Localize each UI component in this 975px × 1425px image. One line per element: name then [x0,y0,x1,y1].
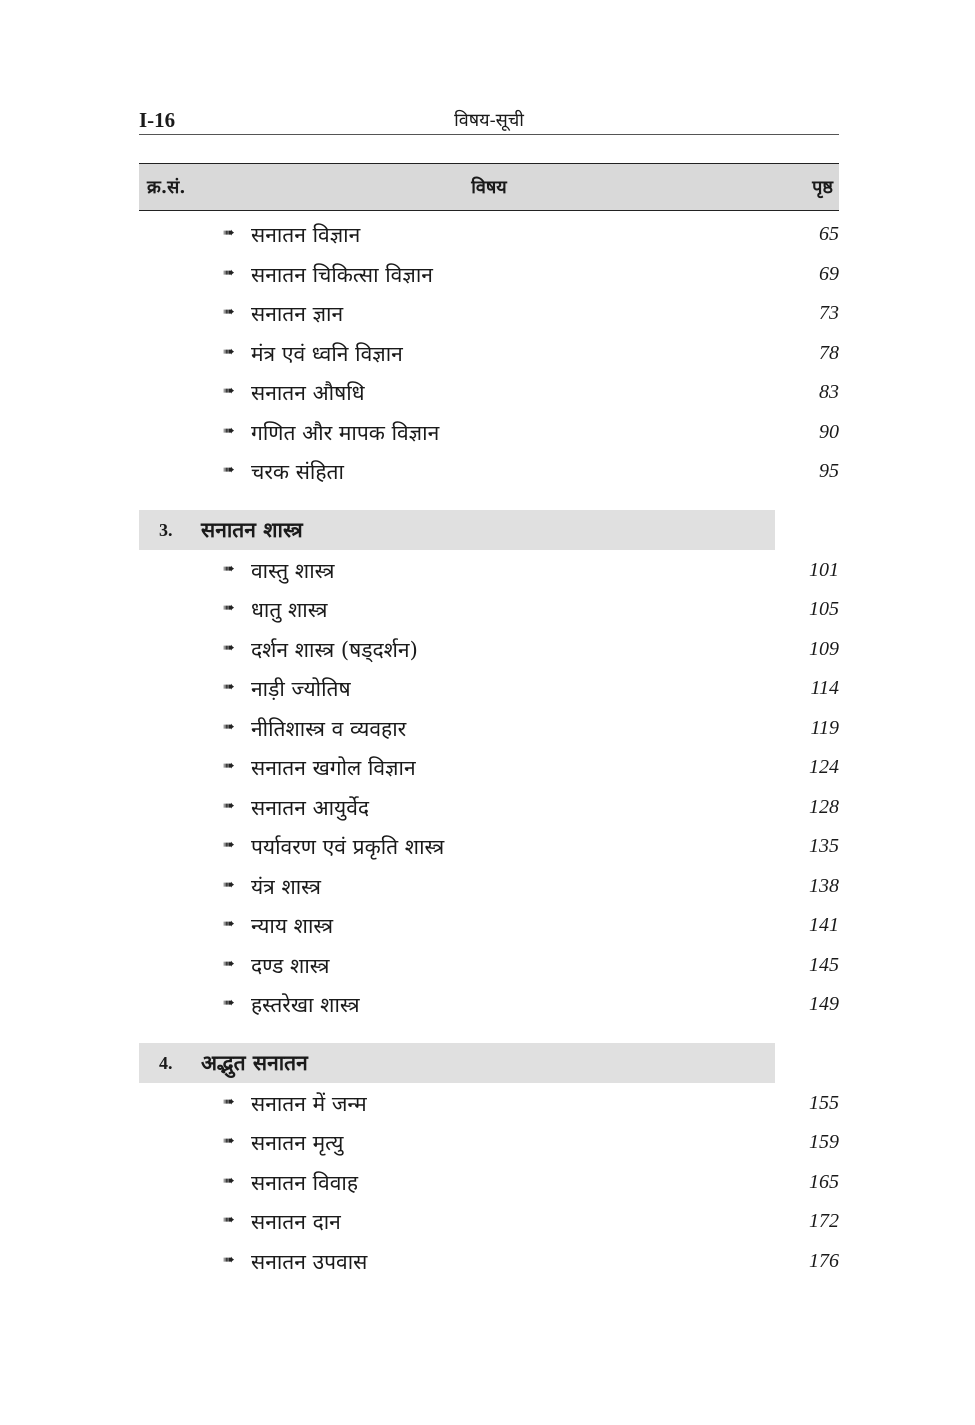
toc-page [139,104,839,1281]
toc-entry[interactable] [139,709,839,749]
header-subject: विषय [471,177,507,198]
entry-page: 105 [809,598,839,620]
entry-label: न्याय शास्त्र [251,914,334,938]
arrow-right-icon: ➠ [223,679,235,695]
toc-entry[interactable] [139,669,839,709]
toc-entry[interactable] [139,551,839,591]
toc-entry[interactable] [139,373,839,413]
entry-label: सनातन आयुर्वेद [251,795,370,820]
arrow-right-icon: ➠ [223,225,235,241]
entry-page: 69 [819,262,839,285]
page-number: I-16 [139,108,176,132]
entry-label: सनातन दान [251,1210,341,1234]
entry-label: सनातन में जन्म [251,1091,367,1116]
arrow-right-icon: ➠ [223,837,235,853]
toc-entry[interactable] [139,1202,839,1242]
toc-entry[interactable] [139,413,839,453]
entry-page: 73 [819,302,839,324]
toc-entry[interactable] [139,452,839,492]
entry-label: सनातन उपवास [251,1249,368,1274]
toc-entry[interactable] [139,827,839,867]
arrow-right-icon: ➠ [223,422,235,439]
entry-page: 83 [819,381,839,403]
toc-entry[interactable] [139,1123,839,1163]
entry-page: 141 [809,914,839,936]
entry-page: 119 [810,716,839,739]
arrow-right-icon: ➠ [223,560,235,577]
toc-entry[interactable] [139,590,839,630]
entry-page: 149 [809,993,839,1015]
section4-list [139,1084,839,1282]
entry-label: नीतिशास्त्र व व्यवहार [251,716,407,741]
entry-page: 78 [819,341,839,364]
arrow-right-icon: ➠ [223,1172,235,1189]
entry-label: वास्तु शास्त्र [251,558,335,583]
entry-label: सनातन विज्ञान [251,223,361,247]
entry-label: मंत्र एवं ध्वनि विज्ञान [251,341,403,366]
header-serial: क्र.सं. [147,177,186,198]
entry-page: 145 [809,953,839,976]
section3-list [139,551,839,1025]
entry-page: 114 [810,677,839,699]
entry-label: सनातन औषधि [251,381,365,405]
arrow-right-icon: ➠ [223,718,235,735]
toc-entry[interactable] [139,867,839,907]
arrow-right-icon: ➠ [223,1093,235,1110]
entry-label: सनातन चिकित्सा विज्ञान [251,262,433,287]
group1-list [139,215,839,492]
section-number: 3. [159,519,173,540]
entry-page: 159 [809,1131,839,1153]
toc-entry[interactable] [139,1242,839,1282]
arrow-right-icon: ➠ [223,916,235,932]
arrow-right-icon: ➠ [223,639,235,656]
arrow-right-icon: ➠ [223,995,235,1011]
arrow-right-icon: ➠ [223,600,235,616]
entry-label: सनातन मृत्यु [251,1131,344,1155]
toc-entry[interactable] [139,906,839,946]
entry-page: 155 [809,1091,839,1114]
entry-label: दर्शन शास्त्र (षड्दर्शन) [251,637,418,662]
running-head [139,104,839,135]
entry-page: 109 [809,637,839,660]
entry-page: 172 [809,1210,839,1232]
section-title: सनातन शास्त्र [201,516,303,542]
toc-entry[interactable] [139,294,839,334]
entry-page: 101 [809,558,839,581]
toc-table-header [139,163,839,211]
entry-label: धातु शास्त्र [251,598,328,622]
toc-entry[interactable] [139,215,839,255]
entry-label: गणित और मापक विज्ञान [251,420,440,445]
entry-label: चरक संहिता [251,460,344,484]
entry-label: यंत्र शास्त्र [251,874,321,899]
arrow-right-icon: ➠ [223,758,235,774]
arrow-right-icon: ➠ [223,1251,235,1268]
arrow-right-icon: ➠ [223,797,235,814]
arrow-right-icon: ➠ [223,343,235,360]
entry-page: 138 [809,874,839,897]
entry-label: दण्ड शास्त्र [251,953,330,978]
arrow-right-icon: ➠ [223,264,235,281]
arrow-right-icon: ➠ [223,876,235,893]
section-heading-4[interactable] [139,1043,775,1083]
toc-entry[interactable] [139,748,839,788]
section-title: अद्भुत सनातन [201,1049,308,1075]
entry-page: 124 [809,756,839,778]
toc-entry[interactable] [139,946,839,986]
entry-page: 135 [809,835,839,857]
arrow-right-icon: ➠ [223,1133,235,1149]
arrow-right-icon: ➠ [223,462,235,478]
entry-label: सनातन ज्ञान [251,302,344,326]
entry-page: 65 [819,223,839,245]
toc-entry[interactable] [139,334,839,374]
running-title: विषय-सूची [454,110,524,131]
entry-label: सनातन खगोल विज्ञान [251,756,416,780]
toc-entry[interactable] [139,630,839,670]
header-page: पृष्ठ [812,177,833,198]
entry-page: 90 [819,420,839,443]
entry-label: हस्तरेखा शास्त्र [251,993,360,1017]
toc-entry[interactable] [139,255,839,295]
arrow-right-icon: ➠ [223,1212,235,1228]
entry-page: 128 [809,795,839,818]
section-number: 4. [159,1052,173,1073]
toc-entry[interactable] [139,788,839,828]
entry-page: 176 [809,1249,839,1272]
entry-label: पर्यावरण एवं प्रकृति शास्त्र [251,835,445,859]
section-heading-3[interactable] [139,510,775,550]
entry-label: नाड़ी ज्योतिष [251,677,351,701]
entry-page: 95 [819,460,839,482]
arrow-right-icon: ➠ [223,304,235,320]
arrow-right-icon: ➠ [223,955,235,972]
arrow-right-icon: ➠ [223,383,235,399]
toc-entry[interactable] [139,1084,839,1124]
entry-label: सनातन विवाह [251,1170,358,1195]
toc-entry[interactable] [139,985,839,1025]
entry-page: 165 [809,1170,839,1193]
toc-entry[interactable] [139,1163,839,1203]
